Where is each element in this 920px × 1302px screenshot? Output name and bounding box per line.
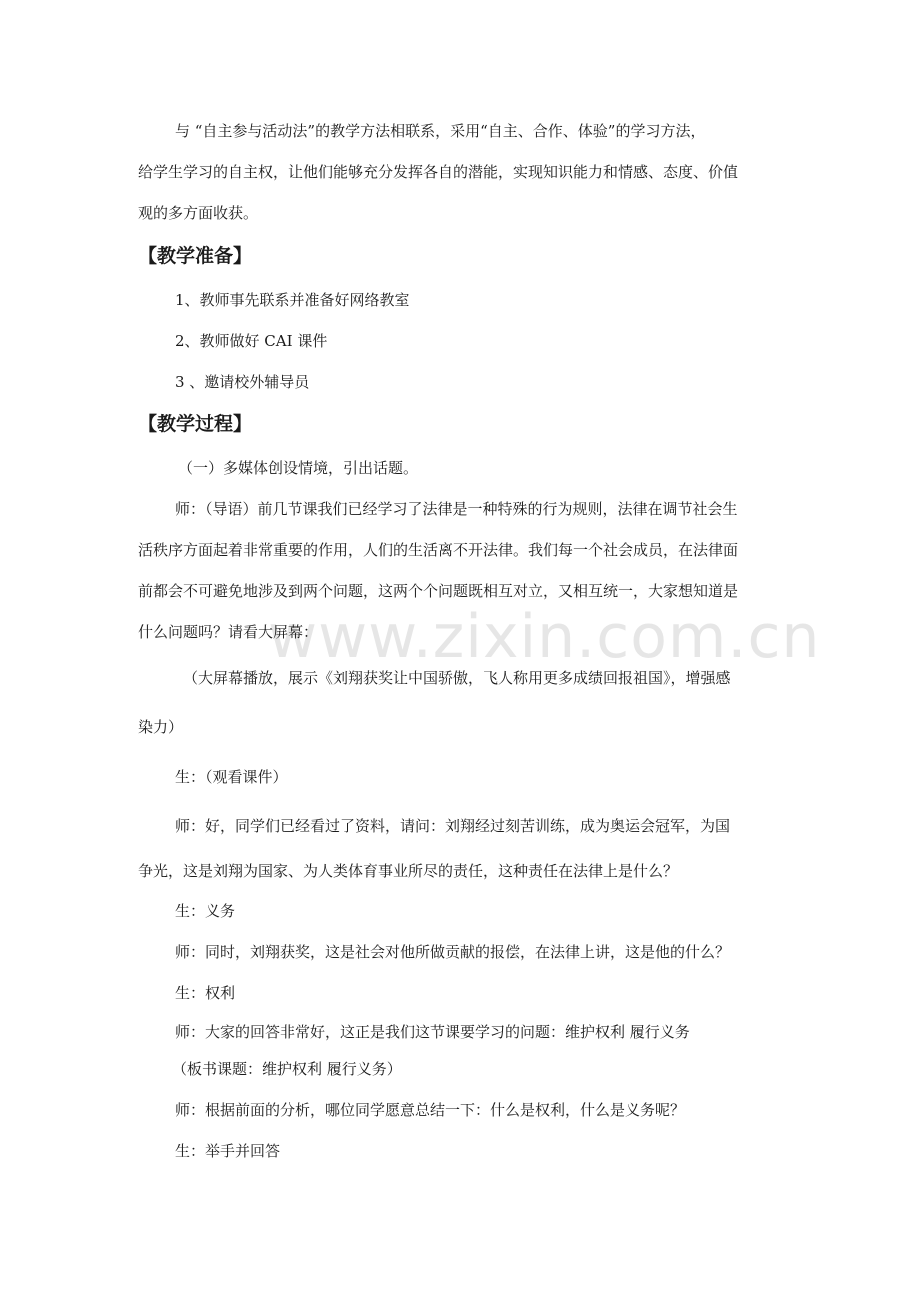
paragraph-line: （大屏幕播放，展示《刘翔获奖让中国骄傲，飞人称用更多成绩回报祖国》，增强感 bbox=[183, 669, 731, 687]
prep-item-3: 3 、邀请校外辅导员 bbox=[175, 373, 310, 391]
paragraph-line: 师：根据前面的分析，哪位同学愿意总结一下：什么是权利，什么是义务呢？ bbox=[175, 1101, 686, 1119]
paragraph-line: 生：（观看课件） bbox=[175, 768, 288, 786]
prep-heading: 【教学准备】 bbox=[138, 245, 253, 267]
prep-item-2: 2、教师做好 CAI 课件 bbox=[175, 332, 328, 350]
paragraph-line: 生：义务 bbox=[175, 902, 236, 920]
prep-item-1: 1、教师事先联系并准备好网络教室 bbox=[175, 291, 410, 309]
process-heading: 【教学过程】 bbox=[138, 413, 253, 435]
intro-line-2: 给学生学习的自主权，让他们能够充分发挥各自的潜能，实现知识能力和情感、态度、价值 bbox=[138, 163, 739, 181]
paragraph-line: 生：权利 bbox=[175, 984, 236, 1002]
paragraph-line: 活秩序方面起着非常重要的作用，人们的生活离不开法律。我们每一个社会成员，在法律面 bbox=[138, 541, 739, 559]
paragraph-line: 前都会不可避免地涉及到两个问题，这两个个问题既相互对立，又相互统一，大家想知道是 bbox=[138, 582, 739, 600]
intro-line-3: 观的多方面收获。 bbox=[138, 204, 259, 222]
paragraph-line: 争光，这是刘翔为国家、为人类体育事业所尽的责任，这种责任在法律上是什么？ bbox=[138, 862, 679, 880]
watermark: www.zixin.com.cn bbox=[268, 602, 821, 672]
paragraph-line: 师：大家的回答非常好，这正是我们这节课要学习的问题：维护权利 履行义务 bbox=[175, 1023, 690, 1041]
paragraph-line: 师：同时，刘翔获奖，这是社会对他所做贡献的报偿，在法律上讲，这是他的什么？ bbox=[175, 943, 731, 961]
paragraph-line: 什么问题吗？请看大屏幕： bbox=[138, 623, 319, 641]
process-step-1: （一）多媒体创设情境，引出话题。 bbox=[178, 459, 419, 477]
intro-line-1: 与 “自主参与活动法”的教学方法相联系，采用“自主、合作、体验”的学习方法， bbox=[175, 122, 706, 140]
paragraph-line: 师：好，同学们已经看过了资料，请问：刘翔经过刻苦训练，成为奥运会冠军，为国 bbox=[175, 817, 731, 835]
paragraph-line: 生：举手并回答 bbox=[175, 1142, 281, 1160]
paragraph-line: （板书课题：维护权利 履行义务） bbox=[172, 1060, 402, 1078]
paragraph-line: 师：（导语）前几节课我们已经学习了法律是一种特殊的行为规则，法律在调节社会生 bbox=[175, 500, 738, 518]
paragraph-line: 染力） bbox=[138, 718, 184, 736]
